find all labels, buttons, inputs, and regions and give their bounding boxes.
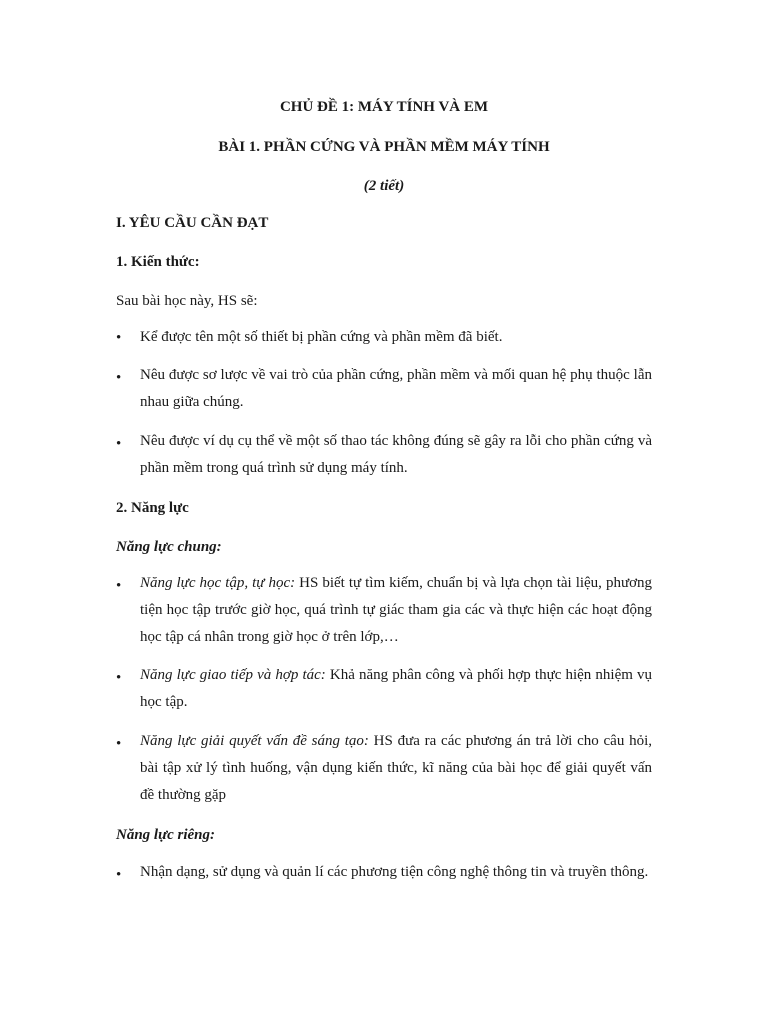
bullet-icon: •	[116, 436, 122, 452]
bullet-icon: •	[116, 578, 122, 594]
bullet-icon: •	[116, 736, 122, 752]
item-lead: Năng lực học tập, tự học:	[140, 575, 296, 591]
item-text: Khả năng phân công và phối hợp thực hiện nhiệm vụ học tập.	[140, 667, 652, 710]
lesson-title: BÀI 1. PHẦN CỨNG VÀ PHẦN MỀM MÁY TÍNH	[218, 139, 550, 155]
knowledge-item: Nêu được ví dụ cụ thể về một số thao tác không đúng sẽ gây ra lỗi cho phần cứng và phần mềm trong quá trình sử dụng máy tính.	[140, 433, 652, 476]
general-competence-item	[140, 570, 652, 651]
knowledge-heading: 1. Kiến thức:	[116, 254, 200, 270]
item-lead: Năng lực giao tiếp và hợp tác:	[140, 667, 326, 683]
general-competence-item	[140, 728, 652, 809]
item-text: HS biết tự tìm kiếm, chuẩn bị và lựa chọn tài liệu, phương tiện học tập trước giờ học, quá trình tự giác tham gia các và thực hiện các hoạt động học tập cá nhân trong giờ học ở trên lớp,…	[140, 575, 653, 645]
bullet-icon: •	[116, 330, 122, 346]
knowledge-item: Kể được tên một số thiết bị phần cứng và phần mềm đã biết.	[140, 329, 503, 345]
bullet-icon: •	[116, 670, 122, 686]
topic-title: CHỦ ĐỀ 1: MÁY TÍNH VÀ EM	[279, 99, 489, 115]
competence-heading: 2. Năng lực	[116, 500, 189, 516]
bullet-icon: •	[116, 867, 122, 883]
periods-label: (2 tiết)	[363, 178, 405, 194]
section-heading: I. YÊU CẦU CẦN ĐẠT	[116, 215, 269, 231]
knowledge-item: Nêu được sơ lược về vai trò của phần cứng, phần mềm và mối quan hệ phụ thuộc lẫn nhau giữa chúng.	[140, 367, 652, 410]
item-lead: Năng lực giải quyết vấn đề sáng tạo:	[140, 733, 369, 749]
knowledge-intro: Sau bài học này, HS sẽ:	[116, 293, 258, 309]
item-text: HS đưa ra các phương án trả lời cho câu hỏi, bài tập xử lý tình huống, vận dụng kiến thức, kĩ năng của bài học để giải quyết vấn đề thường gặp	[140, 733, 652, 803]
specific-competence-item: Nhận dạng, sử dụng và quản lí các phương tiện công nghệ thông tin và truyền thông.	[140, 864, 649, 880]
general-competence-item	[140, 662, 652, 716]
specific-competence-heading: Năng lực riêng:	[116, 827, 215, 843]
bullet-icon: •	[116, 370, 122, 386]
general-competence-heading: Năng lực chung:	[116, 539, 222, 555]
